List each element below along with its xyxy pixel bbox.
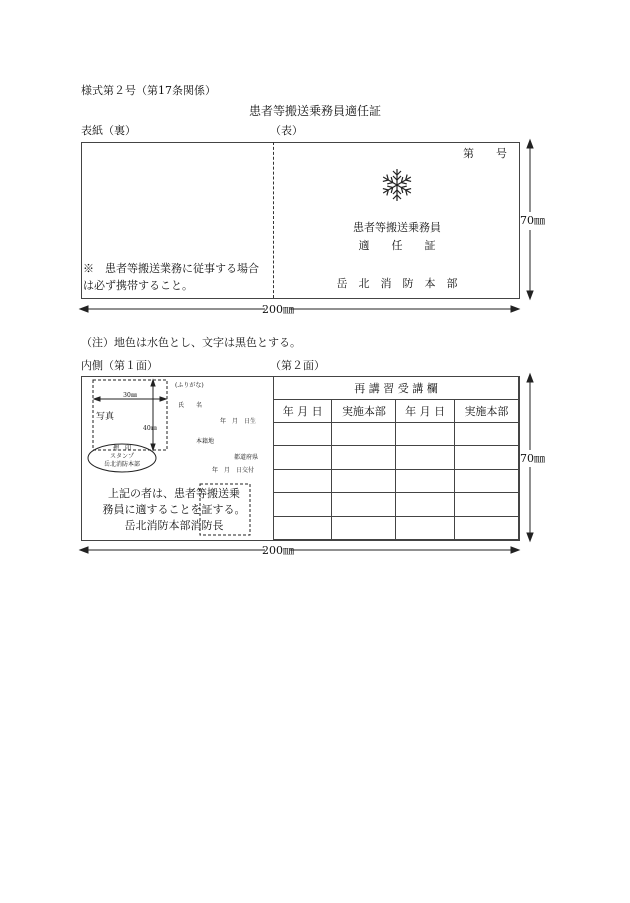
table-row [274,446,519,469]
card-title-line1: 患者等搬送乗務員 [353,221,441,234]
cover-back-label: 表紙（裏） [81,124,136,137]
table-row [274,469,519,492]
document-title: 患者等搬送乗務員適任証 [248,104,382,118]
table-row [274,423,519,446]
inside-height-dim: 70㎜ [520,452,545,465]
column-header: 実施本部 [454,400,518,423]
table-row [274,516,519,539]
retraining-table [273,376,519,540]
cover-front-label: （表） [270,124,303,137]
stamp-line1: 押 印 [112,445,132,452]
cert-line2: 務員に適することを証する。 [102,503,246,516]
inside-page1-label: 内側（第１面） [81,359,158,372]
table-title: 再 講 習 受 講 欄 [274,377,519,400]
cert-line1: 上記の者は、患者等搬送乗 [108,487,240,500]
cover-height-dim: 70㎜ [520,214,545,227]
stamp-line2: スタンプ [109,453,135,460]
name-label: 氏 名 [178,402,203,409]
prefecture-label: 都道府県 [234,454,259,461]
domicile-label: 本籍地 [196,438,215,445]
cert-line3: 岳北消防本部消防長 [124,519,224,532]
color-note: （注）地色は水色とし、文字は黒色とする。 [81,336,301,349]
inside-page2-label: （第２面） [270,359,325,372]
cover-note-line1: ※ 患者等搬送業務に従事する場合 [83,262,259,275]
column-header: 年 月 日 [396,400,454,423]
furigana-label: (ふりがな) [175,382,204,389]
column-header: 実施本部 [332,400,396,423]
birth-label: 年 月 日生 [220,418,257,425]
table-row [274,493,519,516]
cover-note-line2: は必ず携帯すること。 [83,279,193,292]
cover-width-dim: 200㎜ [262,303,294,316]
card-title-line2: 適 任 証 [358,239,436,252]
inside-width-dim: 200㎜ [262,544,294,557]
column-header: 年 月 日 [274,400,332,423]
form-number: 様式第２号（第17条関係） [81,84,216,97]
stamp-line3: 岳北消防本部 [103,461,141,468]
photo-label: 写真 [96,412,115,422]
card-issuer: 岳 北 消 防 本 部 [336,277,458,290]
card-number: 第 号 [463,147,507,160]
issued-label: 年 月 日交付 [212,467,255,474]
photo-height-dim: 40㎜ [143,425,157,432]
photo-width-dim: 30㎜ [123,392,137,399]
